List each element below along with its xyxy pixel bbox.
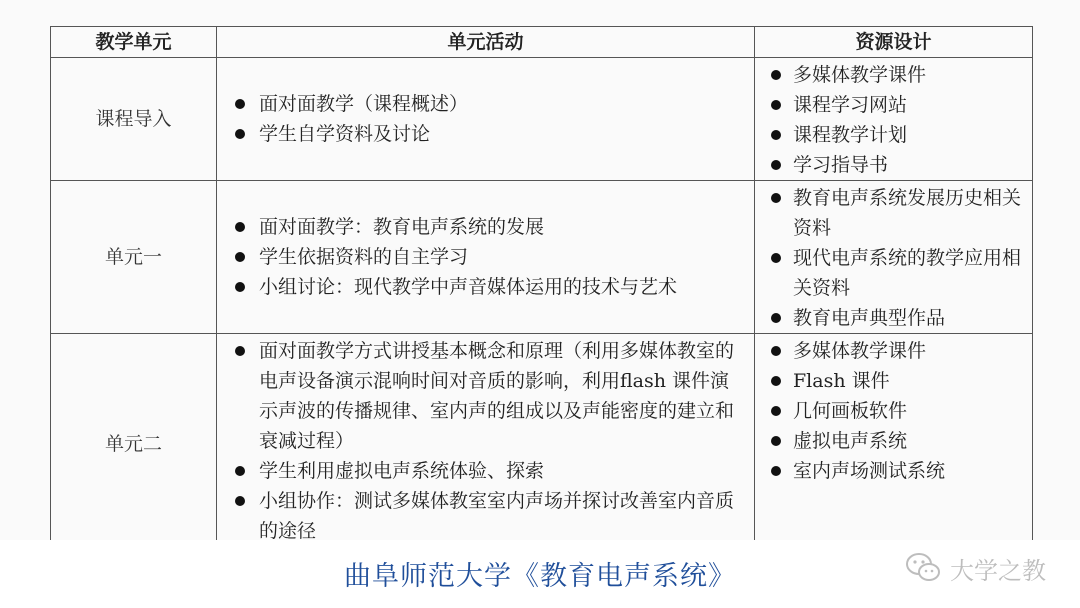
bullet-icon — [235, 282, 245, 292]
bullet-icon — [235, 129, 245, 139]
unit-cell: 单元二 — [51, 334, 217, 541]
bullet-icon — [771, 406, 781, 416]
bullet-icon — [771, 100, 781, 110]
table-row — [51, 181, 1033, 334]
footer-bar — [0, 540, 1080, 608]
bullet-icon — [771, 130, 781, 140]
bullet-icon — [771, 466, 781, 476]
bullet-icon — [771, 346, 781, 356]
unit-cell: 单元一 — [51, 181, 217, 334]
list-item: 室内声场测试系统 — [759, 456, 1026, 486]
list-item: 面对面教学方式讲授基本概念和原理（利用多媒体教室的电声设备演示混响时间对音质的影响，利用flash 课件演示声波的传播规律、室内声的组成以及声能密度的建立和衰减过程） — [221, 336, 748, 456]
header-resources: 资源设计 — [755, 27, 1033, 58]
list-item: 教育电声典型作品 — [759, 303, 1026, 333]
list-item: 面对面教学：教育电声系统的发展 — [221, 212, 748, 242]
list-item: 面对面教学（课程概述） — [221, 89, 748, 119]
resources-cell — [755, 334, 1033, 541]
bullet-icon — [771, 376, 781, 386]
list-item: 课程教学计划 — [759, 120, 1026, 150]
list-item: 课程学习网站 — [759, 90, 1026, 120]
watermark — [904, 548, 1046, 588]
list-item: 多媒体教学课件 — [759, 336, 1026, 366]
list-item: Flash 课件 — [759, 366, 1026, 396]
bullet-icon — [235, 252, 245, 262]
header-activities: 单元活动 — [217, 27, 755, 58]
source-caption: 曲阜师范大学《教育电声系统》 — [344, 561, 736, 592]
list-item: 学生依据资料的自主学习 — [221, 242, 748, 272]
list-item: 学生利用虚拟电声系统体验、探索 — [221, 456, 748, 486]
list-item: 小组讨论：现代教学中声音媒体运用的技术与艺术 — [221, 272, 748, 302]
table-header-row — [51, 27, 1033, 58]
bullet-icon — [235, 99, 245, 109]
bullet-icon — [235, 346, 245, 356]
bullet-icon — [235, 222, 245, 232]
list-item: 学生自学资料及讨论 — [221, 119, 748, 149]
watermark-text: 大学之教 — [950, 556, 1046, 585]
list-item: 小组协作：测试多媒体教室室内声场并探讨改善室内音质的途径 — [221, 486, 748, 540]
bullet-icon — [771, 160, 781, 170]
bullet-icon — [771, 70, 781, 80]
bullet-icon — [771, 193, 781, 203]
bullet-icon — [771, 253, 781, 263]
activities-cell — [217, 334, 755, 541]
bullet-icon — [235, 466, 245, 476]
activities-cell — [217, 181, 755, 334]
bullet-icon — [235, 496, 245, 506]
course-table — [50, 26, 1033, 540]
resources-cell — [755, 181, 1033, 334]
bullet-icon — [771, 436, 781, 446]
table-row — [51, 334, 1033, 541]
table-row — [51, 58, 1033, 181]
list-item: 现代电声系统的教学应用相关资料 — [759, 243, 1026, 303]
bullet-icon — [771, 313, 781, 323]
list-item: 教育电声系统发展历史相关资料 — [759, 183, 1026, 243]
wechat-icon — [904, 551, 942, 585]
list-item: 几何画板软件 — [759, 396, 1026, 426]
list-item: 多媒体教学课件 — [759, 60, 1026, 90]
header-unit: 教学单元 — [51, 27, 217, 58]
activities-cell — [217, 58, 755, 181]
resources-cell — [755, 58, 1033, 181]
list-item: 虚拟电声系统 — [759, 426, 1026, 456]
list-item: 学习指导书 — [759, 150, 1026, 180]
unit-cell: 课程导入 — [51, 58, 217, 181]
